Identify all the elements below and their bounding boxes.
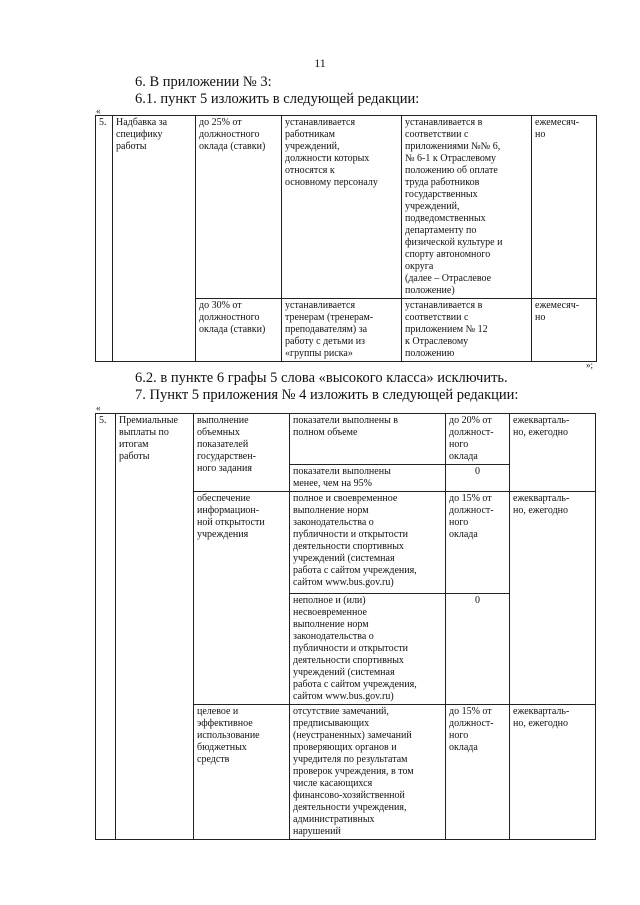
item-6-2: 6.2. в пункте 6 графы 5 слова «высокого класса» исключить. (135, 370, 508, 386)
condition-cell: показатели выполнены в полном объеме (290, 414, 446, 465)
criterion-cell: целевое и эффективное использование бюджетных средств (194, 705, 290, 840)
item-6-1: 6.1. пункт 5 изложить в следующей редакции: (135, 91, 420, 107)
size-cell: 0 (446, 594, 510, 705)
table-row (96, 116, 597, 299)
period-cell: ежекварталь- но, ежегодно (510, 705, 596, 840)
condition-cell: отсутствие замечаний, предписывающих (неустраненных) замечаний проверяющих органов и учредителя по результатам проверок учреждения, в том числе касающихся финансово-хозяйственной деятельности учреждения, административных нарушений (290, 705, 446, 840)
payment-name-cell: Надбавка за специфику работы (113, 116, 196, 362)
close-quote: »; (586, 360, 594, 370)
period-cell: ежемесяч- но (532, 116, 597, 299)
item-number-cell: 5. (96, 116, 113, 362)
table-supplement-2 (95, 413, 596, 840)
size-cell: до 30% от должностного оклада (ставки) (196, 299, 282, 362)
period-cell: ежекварталь- но, ежегодно (510, 414, 596, 492)
criterion-cell: выполнение объемных показателей государствен- ного задания (194, 414, 290, 492)
condition-cell: показатели выполнены менее, чем на 95% (290, 465, 446, 492)
payment-name-cell: Премиальные выплаты по итогам работы (116, 414, 194, 840)
recipient-cell: устанавливается работникам учреждений, должности которых относятся к основному персоналу (282, 116, 402, 299)
period-cell: ежекварталь- но, ежегодно (510, 492, 596, 705)
size-cell: до 15% от должност- ного оклада (446, 705, 510, 840)
recipient-cell: устанавливается тренерам (тренерам- преподавателям) за работу с детьми из «группы риска» (282, 299, 402, 362)
size-cell: 0 (446, 465, 510, 492)
page-number: 11 (314, 56, 326, 70)
size-cell: до 25% от должностного оклада (ставки) (196, 116, 282, 299)
condition-cell: полное и своевременное выполнение норм законодательства о публичности и открытости деятельности спортивных учреждений (системная работа с сайтом учреждения, сайтом www.bus.gov.ru) (290, 492, 446, 594)
item-7: 7. Пункт 5 приложения № 4 изложить в следующей редакции: (135, 387, 519, 403)
open-quote-1: « (96, 106, 101, 116)
criterion-cell: обеспечение информацион- ной открытости учреждения (194, 492, 290, 705)
item-number-cell: 5. (96, 414, 116, 840)
open-quote-2: « (96, 403, 101, 413)
size-cell: до 15% от должност- ного оклада (446, 492, 510, 594)
size-cell: до 20% от должност- ного оклада (446, 414, 510, 465)
basis-cell: устанавливается в соответствии с приложением № 12 к Отраслевому положению (402, 299, 532, 362)
basis-cell: устанавливается в соответствии с приложениями №№ 6, № 6-1 к Отраслевому положению об оплате труда работников государственных учреждений, подведомственных департаменту по физической культуре и спорту автономного округа (далее – Отраслевое положение) (402, 116, 532, 299)
section-6-title: 6. В приложении № 3: (135, 74, 272, 90)
period-cell: ежемесяч- но (532, 299, 597, 362)
condition-cell: неполное и (или) несвоевременное выполнение норм законодательства о публичности и открытости деятельности спортивных учреждений (системная работа с сайтом учреждения, сайтом www.bus.gov.ru) (290, 594, 446, 705)
table-row (96, 414, 596, 465)
table-supplement-1 (95, 115, 597, 362)
